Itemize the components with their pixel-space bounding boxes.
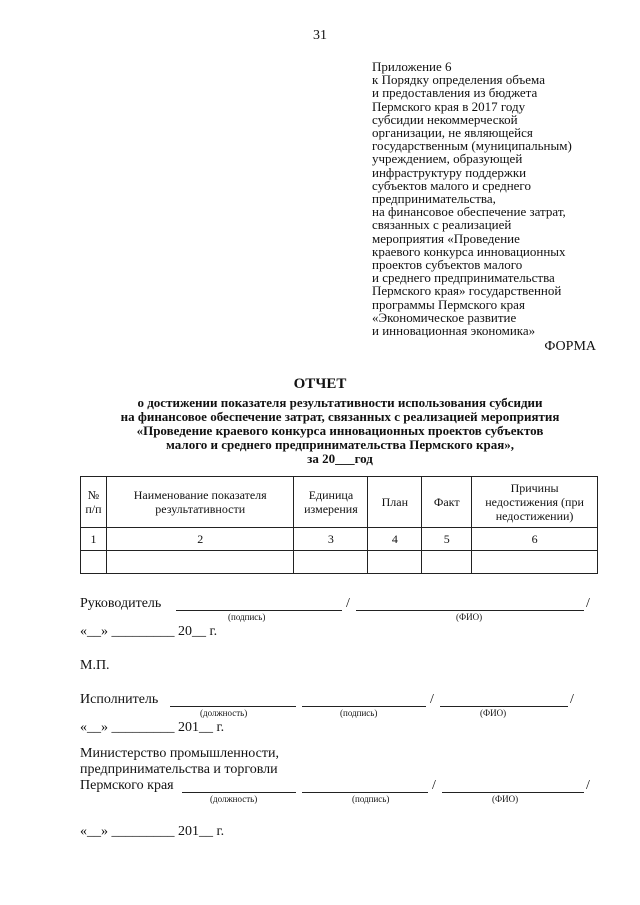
fio-hint: (ФИО) bbox=[456, 612, 483, 622]
slash-separator: / bbox=[586, 778, 590, 793]
table-cell: 4 bbox=[368, 528, 422, 551]
table-row bbox=[81, 551, 598, 574]
slash-separator: / bbox=[432, 778, 436, 793]
appendix-line: к Порядку определения объема bbox=[372, 72, 545, 88]
appendix-line: «Экономическое развитие bbox=[372, 309, 517, 325]
appendix-block bbox=[372, 60, 622, 337]
header-cell-unit: Единица измерения bbox=[294, 477, 368, 528]
table-row bbox=[81, 528, 598, 551]
position-hint: (должность) bbox=[210, 794, 258, 804]
appendix-line: Пермского края» государственной bbox=[372, 283, 562, 299]
table-cell bbox=[294, 551, 368, 574]
appendix-line: краевого конкурса инновационных bbox=[372, 243, 566, 259]
executor-position-line bbox=[170, 706, 296, 707]
date-field: «__» _________ 201__ г. bbox=[80, 720, 225, 735]
director-fio-line bbox=[356, 610, 584, 611]
appendix-line: и среднего предпринимательства bbox=[372, 270, 555, 286]
table-cell bbox=[422, 551, 472, 574]
ministry-line: Министерство промышленности, bbox=[80, 746, 279, 761]
subtitle-line: малого и среднего предпринимательства Пермского края», bbox=[166, 437, 514, 452]
header-cell-indicator: Наименование показателя результативности bbox=[106, 477, 294, 528]
ministry-position-line bbox=[182, 792, 296, 793]
appendix-line: связанных с реализацией bbox=[372, 217, 512, 233]
table-cell bbox=[106, 551, 294, 574]
appendix-line: на финансовое обеспечение затрат, bbox=[372, 204, 566, 220]
appendix-line: Приложение 6 bbox=[372, 59, 452, 74]
table-cell bbox=[81, 551, 107, 574]
subtitle-line: «Проведение краевого конкурса инновационных проектов субъектов bbox=[136, 423, 544, 438]
slash-separator: / bbox=[346, 596, 350, 611]
page-number: 31 bbox=[313, 28, 327, 43]
header-cell-number: № п/п bbox=[81, 477, 107, 528]
table-cell: 6 bbox=[472, 528, 598, 551]
appendix-line: государственным (муниципальным) bbox=[372, 138, 572, 154]
executor-label: Исполнитель bbox=[80, 692, 159, 707]
header-cell-reasons: Причины недостижения (при недостижении) bbox=[472, 477, 598, 528]
appendix-line: Пермского края в 2017 году bbox=[372, 98, 526, 114]
appendix-line: и инновационная экономика» bbox=[372, 323, 536, 339]
position-hint: (должность) bbox=[200, 708, 248, 718]
appendix-line: учреждением, образующей bbox=[372, 151, 523, 167]
appendix-line: проектов субъектов малого bbox=[372, 257, 523, 273]
ministry-line: Пермского края bbox=[80, 778, 174, 793]
fio-hint: (ФИО) bbox=[492, 794, 519, 804]
table-cell: 5 bbox=[422, 528, 472, 551]
subtitle-line: о достижении показателя результативности использования субсидии bbox=[137, 395, 543, 410]
executor-signature-line bbox=[302, 706, 426, 707]
ministry-signature-line bbox=[302, 792, 428, 793]
header-cell-plan: План bbox=[368, 477, 422, 528]
appendix-line: и предоставления из бюджета bbox=[372, 85, 538, 101]
signature-hint: (подпись) bbox=[352, 794, 390, 804]
ministry-fio-line bbox=[442, 792, 584, 793]
table-header-row bbox=[81, 477, 598, 528]
appendix-line: предпринимательства, bbox=[372, 191, 496, 207]
appendix-line: субъектов малого и среднего bbox=[372, 177, 531, 193]
ministry-line: предпринимательства и торговли bbox=[80, 762, 278, 777]
director-signature-line bbox=[176, 610, 342, 611]
subtitle-line: на финансовое обеспечение затрат, связанных с реализацией мероприятия bbox=[120, 409, 560, 424]
report-title: ОТЧЕТ bbox=[293, 376, 347, 392]
table-cell: 1 bbox=[81, 528, 107, 551]
table-cell: 3 bbox=[294, 528, 368, 551]
director-label: Руководитель bbox=[80, 596, 162, 611]
appendix-line: организации, не являющейся bbox=[372, 125, 533, 141]
subtitle-line: за 20___год bbox=[307, 451, 373, 466]
signature-hint: (подпись) bbox=[340, 708, 378, 718]
executor-fio-line bbox=[440, 706, 568, 707]
report-subtitle bbox=[40, 396, 640, 466]
table-cell bbox=[368, 551, 422, 574]
slash-separator: / bbox=[570, 692, 574, 707]
appendix-line: инфраструктуру поддержки bbox=[372, 164, 527, 180]
slash-separator: / bbox=[430, 692, 434, 707]
slash-separator: / bbox=[586, 596, 590, 611]
date-field: «__» _________ 20__ г. bbox=[80, 624, 218, 639]
stamp-label: М.П. bbox=[80, 658, 110, 673]
table-cell: 2 bbox=[106, 528, 294, 551]
report-table bbox=[80, 476, 598, 574]
signature-hint: (подпись) bbox=[228, 612, 266, 622]
header-cell-fact: Факт bbox=[422, 477, 472, 528]
appendix-line: мероприятия «Проведение bbox=[372, 230, 520, 246]
table-cell bbox=[472, 551, 598, 574]
appendix-line: субсидии некоммерческой bbox=[372, 111, 518, 127]
appendix-line: программы Пермского края bbox=[372, 296, 525, 312]
fio-hint: (ФИО) bbox=[480, 708, 507, 718]
form-label: ФОРМА bbox=[544, 339, 596, 354]
date-field: «__» _________ 201__ г. bbox=[80, 824, 225, 839]
